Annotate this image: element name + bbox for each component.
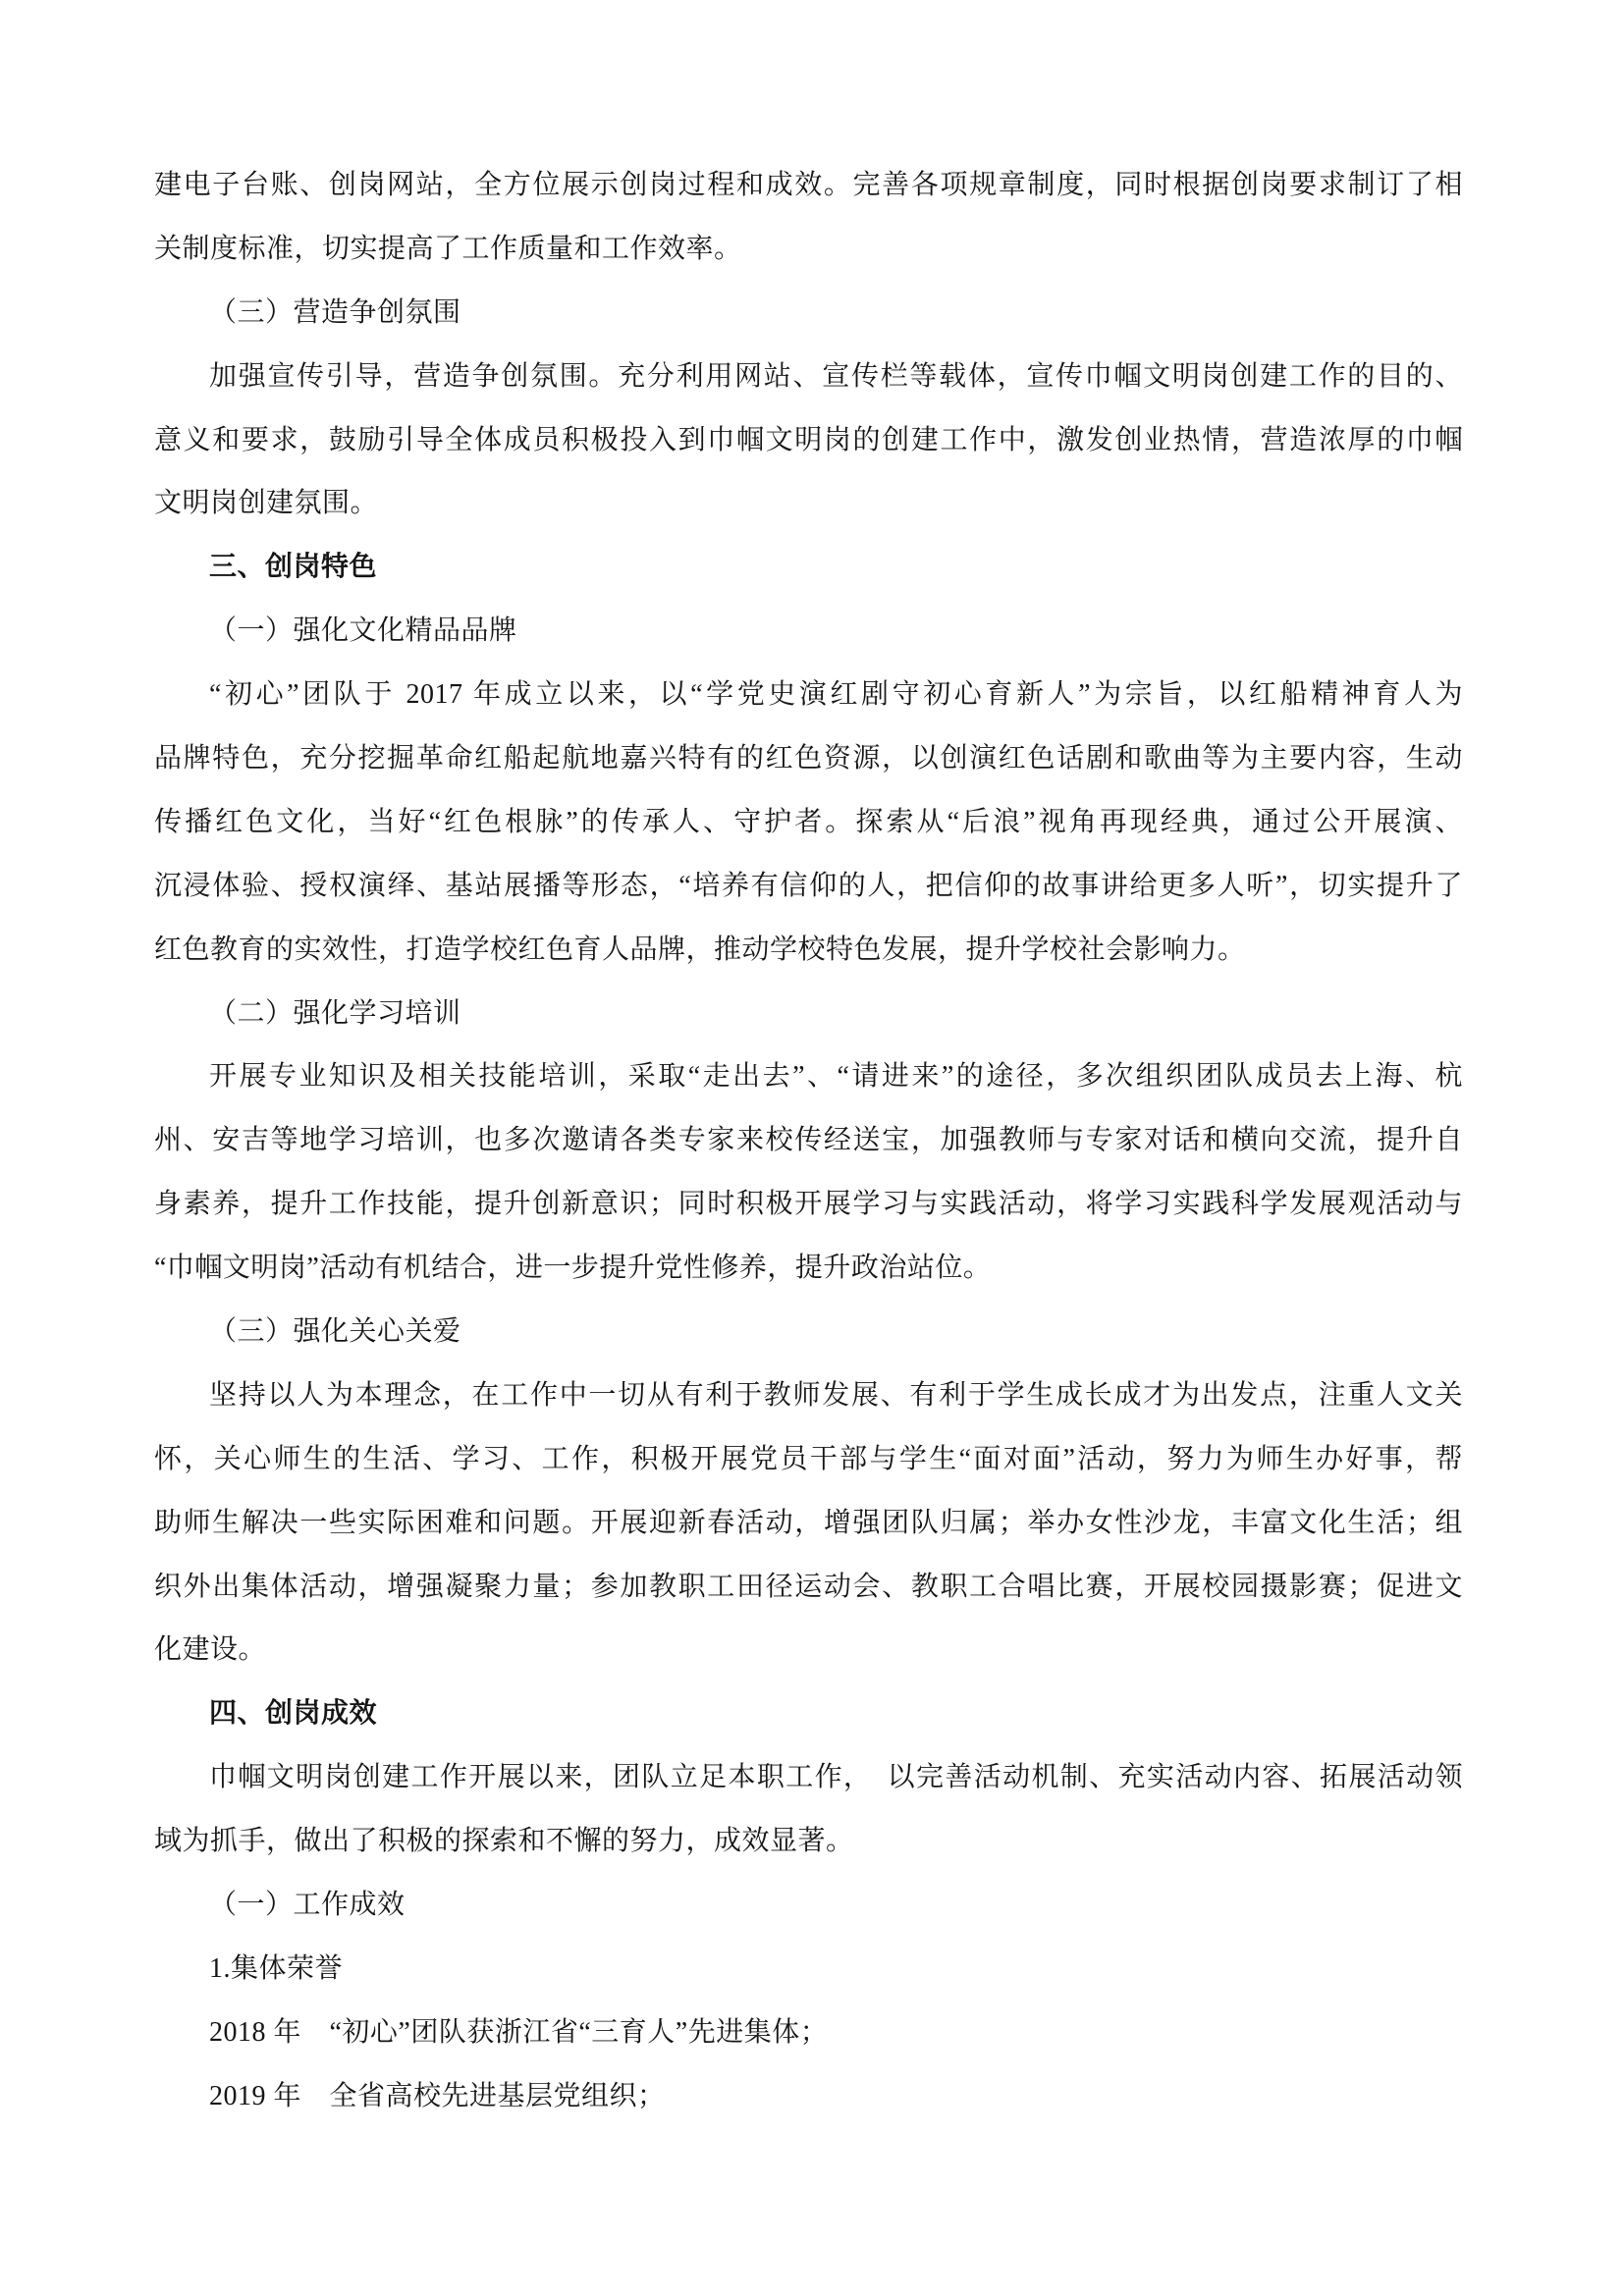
subsection-heading-qianghua-wenhua-jingpin-pinpai: （一）强化文化精品品牌 xyxy=(209,615,517,647)
body-line: 红色教育的实效性，打造学校红色育人品牌，推动学校特色发展，提升学校社会影响力。 xyxy=(154,934,1246,965)
body-line: 加强宣传引导，营造争创氛围。充分利用网站、宣传栏等载体，宣传巾帼文明岗创建工作的目的、 xyxy=(209,360,1463,392)
body-line: 织外出集体活动，增强凝聚力量；参加教职工田径运动会、教职工合唱比赛，开展校园摄影赛；促进文 xyxy=(154,1571,1463,1602)
section-heading-chuanggang-tese: 三、创岗特色 xyxy=(209,552,378,583)
list-heading-jiti-rongyu: 1.集体荣誉 xyxy=(209,1952,344,1984)
body-line: “初心”团队于 2017 年成立以来，以“学党史演红剧守初心育新人”为宗旨，以红船精神育人为 xyxy=(209,679,1463,711)
body-line: 意义和要求，鼓励引导全体成员积极投入到巾帼文明岗的创建工作中，激发创业热情，营造浓厚的巾帼 xyxy=(154,424,1463,455)
section-heading-chuanggang-chengxiao: 四、创岗成效 xyxy=(209,1698,378,1730)
body-line: 助师生解决一些实际困难和问题。开展迎新春活动，增强团队归属；举办女性沙龙，丰富文化生活；组 xyxy=(154,1507,1463,1538)
subsection-heading-gongzuo-chengxiao: （一）工作成效 xyxy=(209,1890,406,1921)
body-line: 怀，关心师生的生活、学习、工作，积极开展党员干部与学生“面对面”活动，努力为师生办好事，帮 xyxy=(154,1443,1463,1474)
subsection-heading-qianghua-xuexi-peixun: （二）强化学习培训 xyxy=(209,997,461,1029)
honor-line-2018: 2018 年 “初心”团队获浙江省“三育人”先进集体； xyxy=(209,2016,829,2048)
body-line: 身素养，提升工作技能，提升创新意识；同时积极开展学习与实践活动，将学习实践科学发展观活动与 xyxy=(154,1189,1463,1220)
body-line: 巾帼文明岗创建工作开展以来，团队立足本职工作， 以完善活动机制、充实活动内容、拓展活动领 xyxy=(209,1762,1463,1793)
body-line: 域为抓手，做出了积极的探索和不懈的努力，成效显著。 xyxy=(154,1826,854,1857)
honor-line-2019: 2019 年 全省高校先进基层党组织； xyxy=(209,2080,666,2111)
subsection-heading-qianghua-guanxin-guanai: （三）强化关心关爱 xyxy=(209,1316,461,1348)
body-line: 传播红色文化，当好“红色根脉”的传承人、守护者。探索从“后浪”视角再现经典，通过公开展演、 xyxy=(154,806,1463,837)
body-line: 沉浸体验、授权演绎、基站展播等形态，“培养有信仰的人，把信仰的故事讲给更多人听”，切实提升了 xyxy=(154,870,1463,901)
body-line: 品牌特色，充分挖掘革命红船起航地嘉兴特有的红色资源，以创演红色话剧和歌曲等为主要内容，生动 xyxy=(154,743,1463,774)
body-line: 坚持以人为本理念，在工作中一切从有利于教师发展、有利于学生成长成才为出发点，注重人文关 xyxy=(209,1379,1463,1411)
body-line: 建电子台账、创岗网站，全方位展示创岗过程和成效。完善各项规章制度，同时根据创岗要求制订了相 xyxy=(154,170,1463,200)
subsection-heading-yingzao-zhengchuang-fenwei: （三）营造争创氛围 xyxy=(209,296,461,328)
body-line: 关制度标准，切实提高了工作质量和工作效率。 xyxy=(154,233,742,264)
body-line: 化建设。 xyxy=(154,1634,267,1666)
body-line: 州、安吉等地学习培训，也多次邀请各类专家来校传经送宝，加强教师与专家对话和横向交流，提升自 xyxy=(154,1125,1463,1156)
body-line: “巾帼文明岗”活动有机结合，进一步提升党性修养，提升政治站位。 xyxy=(154,1253,992,1284)
body-line: 开展专业知识及相关技能培训，采取“走出去”、“请进来”的途径，多次组织团队成员去上海、杭 xyxy=(209,1061,1463,1093)
body-line: 文明岗创建氛围。 xyxy=(154,488,379,519)
document-body xyxy=(154,154,1463,2129)
